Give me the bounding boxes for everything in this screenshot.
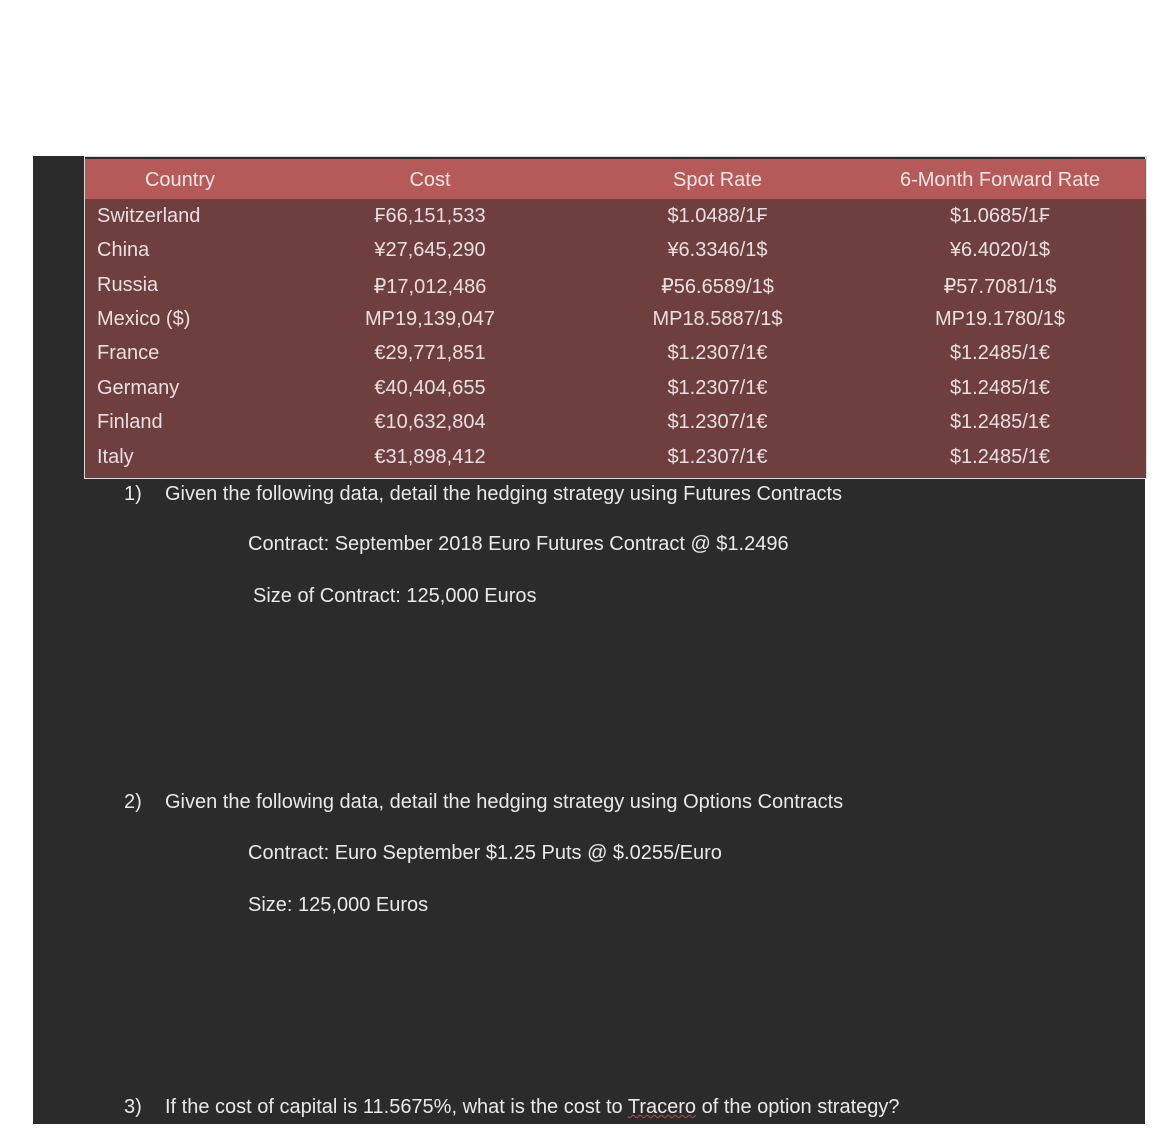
spot-rate-cell: $1.2307/1€ [667,411,768,433]
question-3-text-start: If the cost of capital is 11.5675%, what is the cost to [165,1096,628,1118]
question-2-size: Size: 125,000 Euros [248,894,429,916]
forward-rate-cell: $1.0685/1₣ [949,205,1051,227]
table-row [85,308,1146,342]
country-cell: France [97,342,160,364]
question-3-number: 3) [124,1096,142,1118]
table-row [85,239,1146,273]
spot-rate-cell: $1.0488/1₣ [667,205,768,227]
table-row [85,411,1146,445]
cost-cell: €29,771,851 [374,342,486,364]
spot-rate-cell: ₽56.6589/1$ [661,276,774,298]
question-1-number: 1) [124,483,142,505]
forward-rate-cell: MP19.1780/1$ [934,308,1066,330]
forward-rate-cell: ₽57.7081/1$ [943,276,1057,298]
country-cell: Germany [97,377,180,399]
header-cost: Cost [409,169,451,191]
header-forward-rate: 6-Month Forward Rate [899,169,1101,191]
table-body [85,199,1146,478]
cost-cell: ₣66,151,533 [374,205,486,227]
table-row [85,446,1146,480]
country-cell: China [97,239,150,261]
forward-rate-cell: $1.2485/1€ [949,446,1051,468]
exchange-rate-table [84,156,1147,479]
question-2-number: 2) [124,791,142,813]
forward-rate-cell: $1.2485/1€ [949,377,1051,399]
country-cell: Russia [97,274,159,296]
question-2-text: Given the following data, detail the hedging strategy using Options Contracts [165,791,844,813]
spellcheck-flagged-word[interactable]: Tracero [627,1096,697,1118]
cost-cell: €31,898,412 [374,446,486,468]
spot-rate-cell: $1.2307/1€ [667,446,768,468]
header-spot-rate: Spot Rate [673,169,762,191]
table-row [85,342,1146,376]
question-3-text [165,1096,900,1119]
question-1-size: Size of Contract: 125,000 Euros [253,585,537,607]
question-1-text: Given the following data, detail the hedging strategy using Futures Contracts [165,483,843,505]
cost-cell: ₽17,012,486 [373,276,487,298]
table-header-row [85,159,1146,199]
header-country: Country [144,169,216,191]
table-row [85,377,1146,411]
country-cell: Finland [97,411,163,433]
cost-cell: €40,404,655 [374,377,486,399]
question-1-contract: Contract: September 2018 Euro Futures Contract @ $1.2496 [248,533,789,555]
forward-rate-cell: $1.2485/1€ [949,342,1051,364]
spot-rate-cell: MP18.5887/1$ [652,308,783,330]
table-row [85,205,1146,239]
cost-cell: ¥27,645,290 [374,239,486,261]
country-cell: Italy [97,446,134,468]
question-3-text-end: of the option strategy? [696,1096,900,1118]
country-cell: Switzerland [97,205,201,227]
cost-cell: €10,632,804 [374,411,486,433]
cost-cell: MP19,139,047 [364,308,496,330]
spot-rate-cell: ¥6.3346/1$ [667,239,768,261]
question-2-contract: Contract: Euro September $1.25 Puts @ $.0255/Euro [248,842,722,864]
forward-rate-cell: ¥6.4020/1$ [949,239,1051,261]
forward-rate-cell: $1.2485/1€ [949,411,1051,433]
spot-rate-cell: $1.2307/1€ [667,377,768,399]
table-row [85,274,1146,308]
spot-rate-cell: $1.2307/1€ [667,342,768,364]
document-area [33,156,1145,1124]
country-cell: Mexico ($) [97,308,191,330]
